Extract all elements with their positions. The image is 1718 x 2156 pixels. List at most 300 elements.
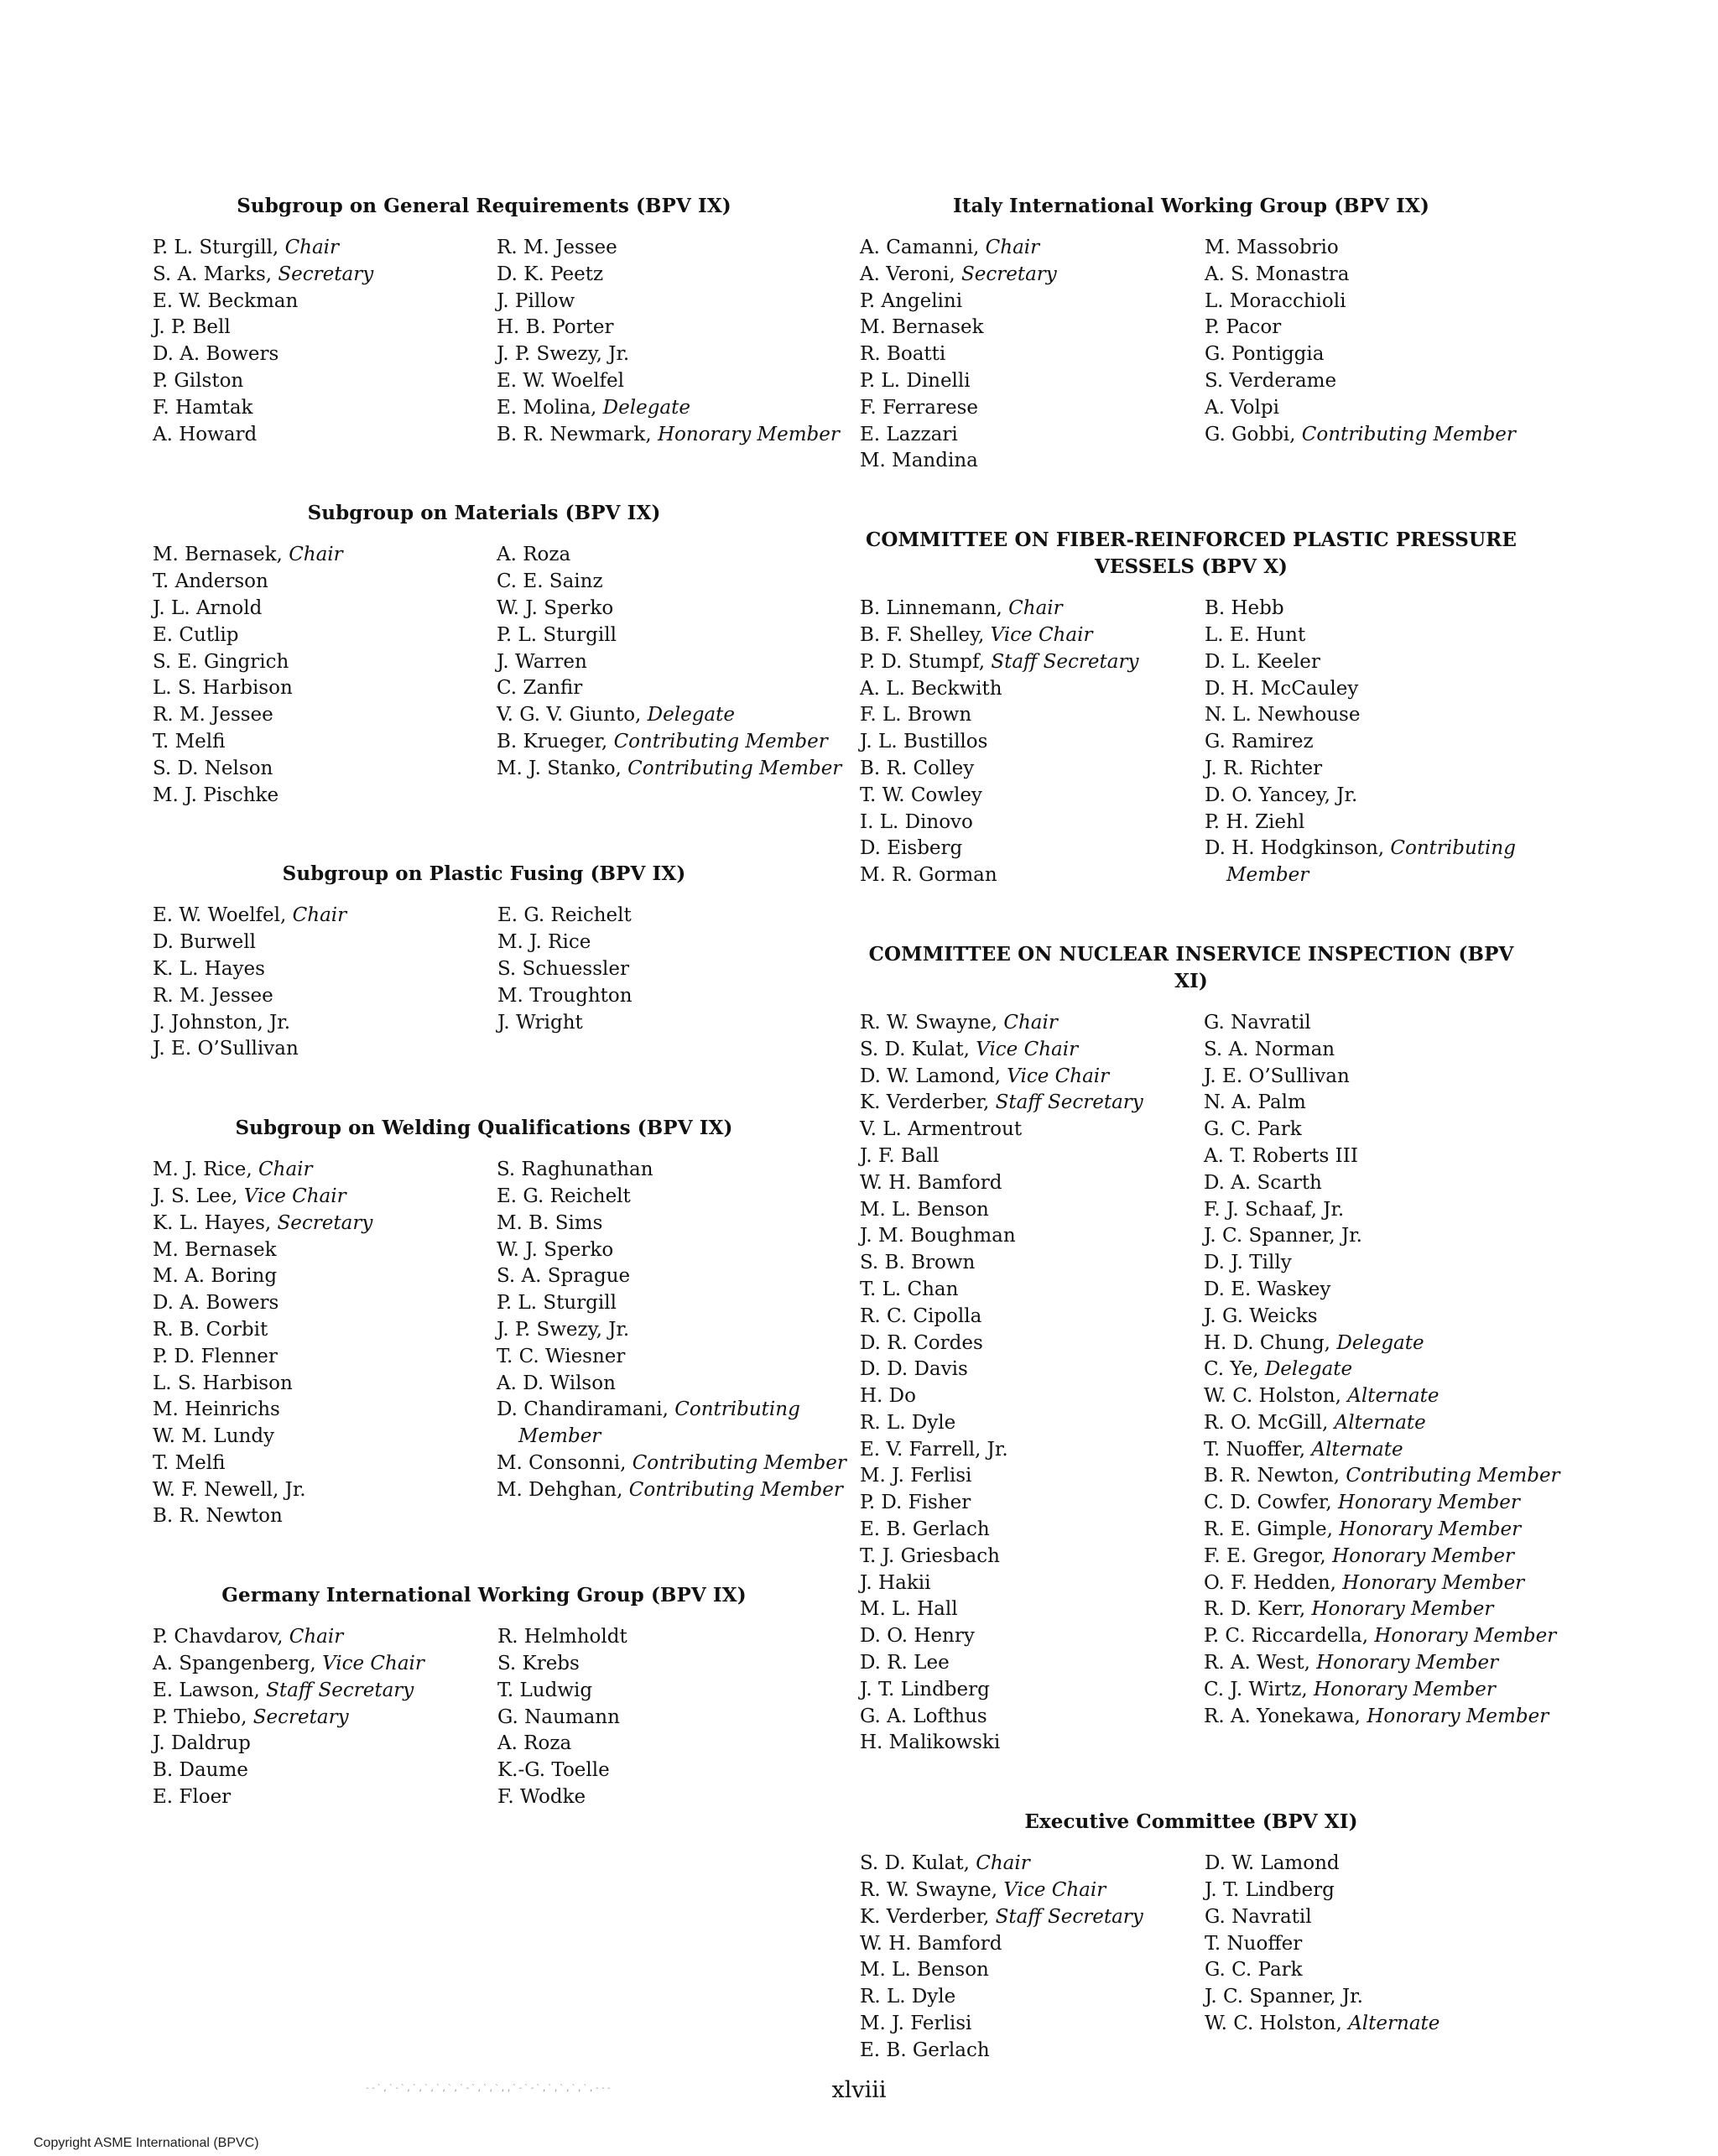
member-entry <box>1205 262 1523 289</box>
member-name: M. Troughton <box>497 984 633 1007</box>
member-entry <box>860 756 1205 783</box>
member-entry <box>860 262 1205 289</box>
member-name: T. L. Chan <box>860 1278 959 1300</box>
member-name: R. L. Dyle <box>860 1986 956 2008</box>
member-entry <box>1205 810 1523 836</box>
member-name: W. H. Bamford <box>860 1932 1002 1955</box>
member-list <box>860 1010 1204 1757</box>
member-name: E. W. Woelfel, <box>153 904 287 927</box>
member-role: Alternate <box>1347 1385 1439 1408</box>
member-name: M. J. Ferlisi <box>860 1465 972 1487</box>
member-entry <box>497 1184 815 1211</box>
member-entry <box>1204 1010 1523 1037</box>
member-entry <box>153 395 497 422</box>
member-name: S. D. Nelson <box>153 757 273 779</box>
member-name: A. Roza <box>497 544 571 566</box>
member-name: K. Verderber, <box>860 1091 990 1114</box>
member-name: J. Hakii <box>860 1571 931 1594</box>
member-entry <box>860 783 1205 810</box>
member-role: Honorary Member <box>1332 1544 1514 1567</box>
member-name: P. C. Riccardella, <box>1204 1625 1369 1648</box>
member-entry <box>860 1437 1204 1464</box>
committee-section <box>153 193 840 448</box>
section-title: COMMITTEE ON FIBER-REINFORCED PLASTIC PRESSURE VESSELS (BPV X) <box>865 529 1518 579</box>
member-name: M. Bernasek <box>860 316 984 339</box>
member-entry <box>860 235 1205 262</box>
committee-section <box>153 1115 846 1530</box>
member-role: Honorary Member <box>1374 1625 1557 1648</box>
member-entry <box>497 569 815 596</box>
member-name: J. E. O’Sullivan <box>153 1038 299 1060</box>
committee-section <box>860 941 1560 1757</box>
member-name: T. J. Griesbach <box>860 1544 1000 1567</box>
member-entry <box>860 1223 1204 1250</box>
section-title: Germany International Working Group (BPV IX) <box>221 1584 747 1607</box>
member-entry <box>1205 756 1523 783</box>
member-entry <box>153 1157 497 1184</box>
member-entry <box>153 1503 497 1530</box>
member-entry <box>153 1010 497 1037</box>
member-name: M. L. Benson <box>860 1198 989 1221</box>
member-list <box>497 1624 815 1811</box>
member-entry <box>497 1758 815 1784</box>
member-name: J. L. Arnold <box>153 596 263 619</box>
member-list <box>153 235 497 448</box>
member-name: B. R. Colley <box>860 757 975 779</box>
member-entry <box>860 676 1205 703</box>
member-entry <box>153 1237 497 1264</box>
member-role: Vice Chair <box>990 623 1093 646</box>
member-entry <box>497 1477 843 1504</box>
member-name: D. A. Bowers <box>153 1292 279 1315</box>
member-name: P. L. Sturgill <box>497 623 617 646</box>
member-entry <box>1204 1357 1523 1383</box>
member-entry <box>497 1624 815 1651</box>
member-name: S. Schuessler <box>497 957 629 980</box>
member-name: R. M. Jessee <box>153 704 273 726</box>
member-name: H. D. Chung, <box>1204 1331 1330 1354</box>
member-entry <box>1204 1437 1523 1464</box>
member-role: Honorary Member <box>1338 1492 1520 1514</box>
member-name: M. R. Gorman <box>860 864 997 887</box>
member-columns <box>860 596 1523 889</box>
member-name: R. D. Kerr, <box>1204 1598 1306 1621</box>
member-name: W. C. Holston, <box>1204 1385 1341 1408</box>
member-name: E. W. Beckman <box>153 289 299 312</box>
member-role: Chair <box>284 237 340 258</box>
member-entry <box>860 1064 1204 1091</box>
copyright-notice: Copyright ASME International (BPVC) <box>34 2136 259 2150</box>
member-name: D. D. Davis <box>860 1358 968 1381</box>
member-entry <box>497 1010 815 1037</box>
member-entry <box>153 596 497 622</box>
member-name: M. J. Stanko, <box>497 757 622 779</box>
member-entry <box>1205 1851 1523 1877</box>
member-entry <box>860 448 1205 475</box>
member-name: W. J. Sperko <box>497 1238 614 1261</box>
member-entry <box>860 289 1205 315</box>
member-list <box>1205 596 1523 889</box>
member-role: Chair <box>258 1159 313 1181</box>
member-name: R. W. Swayne, <box>860 1011 998 1034</box>
member-name: M. B. Sims <box>497 1211 603 1234</box>
member-entry <box>1205 235 1523 262</box>
member-name: D. R. Cordes <box>860 1331 983 1354</box>
member-entry <box>497 235 815 262</box>
member-entry <box>153 756 497 783</box>
member-list <box>860 596 1205 889</box>
member-entry <box>860 1570 1204 1597</box>
member-entry <box>1205 649 1523 676</box>
member-entry <box>497 1731 815 1758</box>
section-title: COMMITTEE ON NUCLEAR INSERVICE INSPECTION (BPV XI) <box>868 942 1514 992</box>
member-entry <box>1204 1304 1523 1331</box>
member-role: Chair <box>1003 1011 1058 1034</box>
member-entry <box>1204 1223 1523 1250</box>
member-name: R. M. Jessee <box>153 984 273 1007</box>
member-entry <box>860 1596 1204 1623</box>
member-name: E. Lazzari <box>860 423 958 445</box>
member-name: W. M. Lundy <box>153 1425 275 1448</box>
member-entry <box>153 1450 497 1477</box>
member-entry <box>1205 676 1523 703</box>
member-role: Alternate <box>1348 2013 1440 2035</box>
member-name: B. Krueger, <box>497 730 608 753</box>
member-entry <box>860 1010 1204 1037</box>
member-name: B. R. Newton, <box>1204 1465 1341 1487</box>
member-list <box>153 542 497 809</box>
member-entry <box>153 622 497 649</box>
member-entry <box>860 702 1205 729</box>
member-entry <box>153 930 497 956</box>
committee-section <box>153 1582 815 1811</box>
member-entry <box>497 1450 846 1477</box>
member-name: D. H. McCauley <box>1204 677 1359 700</box>
member-entry <box>860 1957 1205 1984</box>
member-name: J. C. Spanner, Jr. <box>1204 1225 1362 1247</box>
member-list <box>153 1157 497 1530</box>
member-entry <box>860 1650 1204 1677</box>
member-entry <box>497 542 815 569</box>
member-entry <box>860 341 1205 368</box>
member-entry <box>1204 1704 1549 1731</box>
member-entry <box>497 289 815 315</box>
member-name: M. Consonni, <box>497 1451 627 1474</box>
member-entry <box>1204 1490 1523 1517</box>
member-entry <box>1205 341 1523 368</box>
committee-section <box>860 527 1523 889</box>
member-entry <box>1204 1677 1523 1704</box>
member-name: T. Nuoffer, <box>1204 1438 1306 1461</box>
member-name: D. W. Lamond, <box>860 1065 1001 1087</box>
member-entry <box>1205 368 1523 395</box>
member-entry <box>497 395 815 422</box>
member-name: J. M. Boughman <box>860 1225 1016 1247</box>
member-entry <box>860 1250 1204 1277</box>
member-name: P. D. Flenner <box>153 1345 278 1367</box>
member-name: A. T. Roberts III <box>1204 1144 1358 1167</box>
member-entry <box>860 596 1205 622</box>
member-entry <box>860 1277 1204 1304</box>
member-role: Vice Chair <box>1007 1065 1110 1087</box>
member-name: D. R. Lee <box>860 1652 950 1674</box>
member-entry <box>860 1904 1205 1931</box>
member-entry <box>1204 1170 1523 1197</box>
member-entry <box>1204 1623 1557 1650</box>
member-name: R. Boatti <box>860 343 946 366</box>
member-role: Contributing Member <box>632 1451 846 1474</box>
member-name: S. Verderame <box>1204 369 1337 392</box>
member-role: Honorary Member <box>1342 1571 1525 1594</box>
member-entry <box>497 702 815 729</box>
member-name: H. B. Porter <box>497 316 614 339</box>
member-name: M. L. Hall <box>860 1598 958 1621</box>
member-name: I. L. Dinovo <box>860 810 973 833</box>
section-title: Subgroup on Plastic Fusing (BPV IX) <box>282 862 686 886</box>
member-name: M. Massobrio <box>1204 237 1339 258</box>
member-name: S. E. Gingrich <box>153 650 289 673</box>
member-name: C. J. Wirtz, <box>1204 1678 1308 1700</box>
member-name: K. Verderber, <box>860 1905 990 1928</box>
member-role: Staff Secretary <box>266 1679 414 1701</box>
member-name: A. Veroni, <box>860 263 955 285</box>
member-columns <box>153 542 842 809</box>
member-entry <box>497 1705 815 1732</box>
member-name: P. Angelini <box>860 289 963 312</box>
member-name: G. Naumann <box>497 1706 620 1728</box>
member-entry <box>497 930 815 956</box>
member-entry <box>860 1490 1204 1517</box>
member-name: S. Raghunathan <box>497 1159 653 1181</box>
member-list <box>153 1624 497 1811</box>
right-column <box>860 193 1560 2117</box>
committee-section <box>860 193 1523 475</box>
member-entry <box>153 235 497 262</box>
member-entry <box>497 983 815 1010</box>
member-entry <box>860 1090 1204 1117</box>
member-name: W. F. Newell, Jr. <box>153 1478 306 1501</box>
member-entry <box>1204 1197 1523 1224</box>
member-list <box>497 542 842 809</box>
member-name: F. E. Gregor, <box>1204 1544 1326 1567</box>
member-name: R. Helmholdt <box>497 1626 627 1648</box>
member-entry <box>153 675 497 702</box>
member-name: P. Gilston <box>153 369 244 392</box>
member-name: J. T. Lindberg <box>860 1678 990 1700</box>
member-entry <box>860 368 1205 395</box>
member-entry <box>1205 702 1523 729</box>
member-entry <box>860 1304 1204 1331</box>
member-name: L. E. Hunt <box>1204 623 1306 646</box>
committee-section <box>860 1809 1523 2064</box>
member-name: A. Spangenberg, <box>153 1653 316 1675</box>
member-entry <box>860 1143 1204 1170</box>
member-name: P. L. Sturgill <box>497 1292 617 1315</box>
member-entry <box>153 1705 497 1732</box>
member-entry <box>497 1784 815 1811</box>
member-entry <box>1204 1277 1523 1304</box>
member-entry <box>1204 1090 1523 1117</box>
member-entry <box>860 836 1205 862</box>
member-name: J. C. Spanner, Jr. <box>1204 1986 1363 2008</box>
member-name: G. Navratil <box>1204 1905 1312 1928</box>
left-column <box>153 193 846 1863</box>
member-entry <box>860 862 1205 889</box>
member-name: C. Zanfir <box>497 677 583 700</box>
member-entry <box>497 956 815 983</box>
member-entry <box>860 1331 1204 1357</box>
member-name: L. S. Harbison <box>153 677 293 700</box>
member-name: M. A. Boring <box>153 1265 278 1288</box>
member-name: G. C. Park <box>1204 1959 1303 1982</box>
member-name: J. P. Swezy, Jr. <box>497 343 630 366</box>
member-name: M. J. Rice, <box>153 1159 252 1181</box>
member-name: J. R. Richter <box>1204 757 1323 779</box>
member-role: Vice Chair <box>322 1653 424 1675</box>
section-title: Executive Committee (BPV XI) <box>1024 1810 1358 1834</box>
member-name: D. Burwell <box>153 931 256 954</box>
member-entry <box>860 1931 1205 1958</box>
committee-section <box>153 500 842 809</box>
member-role: Vice Chair <box>1003 1879 1106 1902</box>
member-entry <box>1205 315 1523 341</box>
member-role: Delegate <box>1264 1358 1353 1381</box>
member-name: F. Ferrarese <box>860 396 979 419</box>
member-entry <box>153 1477 497 1504</box>
member-name: J. Pillow <box>497 289 575 312</box>
member-entry <box>497 756 842 783</box>
member-name: H. Malikowski <box>860 1732 1001 1754</box>
member-name: P. L. Dinelli <box>860 369 971 392</box>
member-name: S. B. Brown <box>860 1252 976 1274</box>
member-name: G. C. Park <box>1204 1118 1302 1141</box>
member-entry <box>1204 1410 1523 1437</box>
member-name: S. A. Marks, <box>153 263 273 285</box>
member-role: Chair <box>1008 597 1063 620</box>
member-entry <box>1204 1517 1523 1544</box>
member-name: B. Hebb <box>1204 597 1284 620</box>
member-name: M. L. Benson <box>860 1959 989 1982</box>
member-name: D. K. Peetz <box>497 263 604 285</box>
member-name: E. V. Farrell, Jr. <box>860 1438 1008 1461</box>
member-entry <box>153 1036 497 1063</box>
member-entry <box>860 1544 1204 1570</box>
member-entry <box>1205 622 1523 649</box>
member-name: V. L. Armentrout <box>860 1118 1023 1141</box>
member-name: K. L. Hayes, <box>153 1211 272 1234</box>
member-columns <box>153 1157 846 1530</box>
member-entry <box>153 956 497 983</box>
member-name: K.-G. Toelle <box>497 1759 610 1782</box>
member-entry <box>153 1317 497 1344</box>
member-entry <box>1204 1117 1523 1143</box>
member-role: Contributing Member <box>1301 423 1516 445</box>
member-entry <box>497 1344 815 1371</box>
member-entry <box>153 1290 497 1317</box>
member-role: Honorary Member <box>1367 1705 1549 1727</box>
member-entry <box>1205 1957 1523 1984</box>
member-entry <box>1205 1904 1523 1931</box>
scan-artifact-text: --`,`-`,`,`,`,`,`-`,`,`,,`-`-`,`,`,`,`,--- <box>365 2084 612 2093</box>
member-entry <box>153 262 497 289</box>
member-name: J. Wright <box>497 1011 583 1034</box>
member-name: G. Pontiggia <box>1204 343 1325 366</box>
member-name: J. T. Lindberg <box>1204 1879 1335 1902</box>
member-entry <box>497 675 815 702</box>
member-entry <box>497 1651 815 1678</box>
member-role: Staff Secretary <box>991 650 1139 673</box>
member-entry <box>153 983 497 1010</box>
member-entry <box>153 903 497 930</box>
member-entry <box>860 1037 1204 1064</box>
member-entry <box>1205 2011 1523 2038</box>
member-entry <box>153 315 497 341</box>
member-entry <box>153 702 497 729</box>
member-role: Delegate <box>602 396 690 419</box>
member-name: L. S. Harbison <box>153 1372 293 1394</box>
member-name: P. L. Sturgill, <box>153 237 279 258</box>
member-name: M. J. Pischke <box>153 784 279 806</box>
member-name: B. Daume <box>153 1759 248 1782</box>
member-role: Honorary Member <box>1316 1652 1499 1674</box>
member-entry <box>1205 596 1523 622</box>
page-number: xlviii <box>831 2077 887 2103</box>
member-name: J. S. Lee, <box>153 1185 238 1207</box>
member-name: E. Lawson, <box>153 1679 260 1701</box>
member-entry <box>860 1463 1204 1490</box>
member-role: Alternate <box>1311 1438 1403 1461</box>
member-name: D. A. Scarth <box>1204 1171 1322 1194</box>
member-name: E. G. Reichelt <box>497 1185 631 1207</box>
member-name: J. L. Bustillos <box>860 731 988 753</box>
member-name: J. F. Ball <box>860 1144 940 1167</box>
member-entry <box>153 1263 497 1290</box>
member-role: Secretary <box>252 1706 349 1728</box>
member-entry <box>497 422 840 449</box>
member-entry <box>860 2038 1205 2065</box>
member-entry <box>860 1677 1204 1704</box>
member-entry <box>1204 1143 1523 1170</box>
member-entry <box>497 1678 815 1705</box>
member-name: D. W. Lamond <box>1204 1852 1340 1875</box>
section-title: Subgroup on Materials (BPV IX) <box>307 502 661 525</box>
member-name: C. Ye, <box>1204 1358 1259 1381</box>
member-name: E. Cutlip <box>153 623 239 646</box>
member-entry <box>860 395 1205 422</box>
member-name: N. A. Palm <box>1204 1091 1306 1114</box>
member-name: L. Moracchioli <box>1204 289 1346 312</box>
member-columns <box>153 903 815 1063</box>
member-name: F. Wodke <box>497 1786 586 1809</box>
member-entry <box>1204 1383 1523 1410</box>
committee-section <box>153 861 815 1063</box>
member-entry <box>497 315 815 341</box>
member-name: W. H. Bamford <box>860 1171 1002 1194</box>
member-name: A. D. Wilson <box>497 1372 616 1394</box>
member-entry <box>153 341 497 368</box>
member-entry <box>860 1851 1205 1877</box>
member-name: M. Heinrichs <box>153 1398 280 1421</box>
member-entry <box>860 1730 1204 1757</box>
member-entry <box>860 622 1205 649</box>
member-role: Secretary <box>277 1211 373 1234</box>
member-entry <box>153 1371 497 1398</box>
member-entry <box>153 1344 497 1371</box>
member-name: P. Pacor <box>1204 316 1282 339</box>
member-entry <box>497 262 815 289</box>
member-role: Contributing Member <box>628 1478 843 1501</box>
member-entry <box>153 1731 497 1758</box>
